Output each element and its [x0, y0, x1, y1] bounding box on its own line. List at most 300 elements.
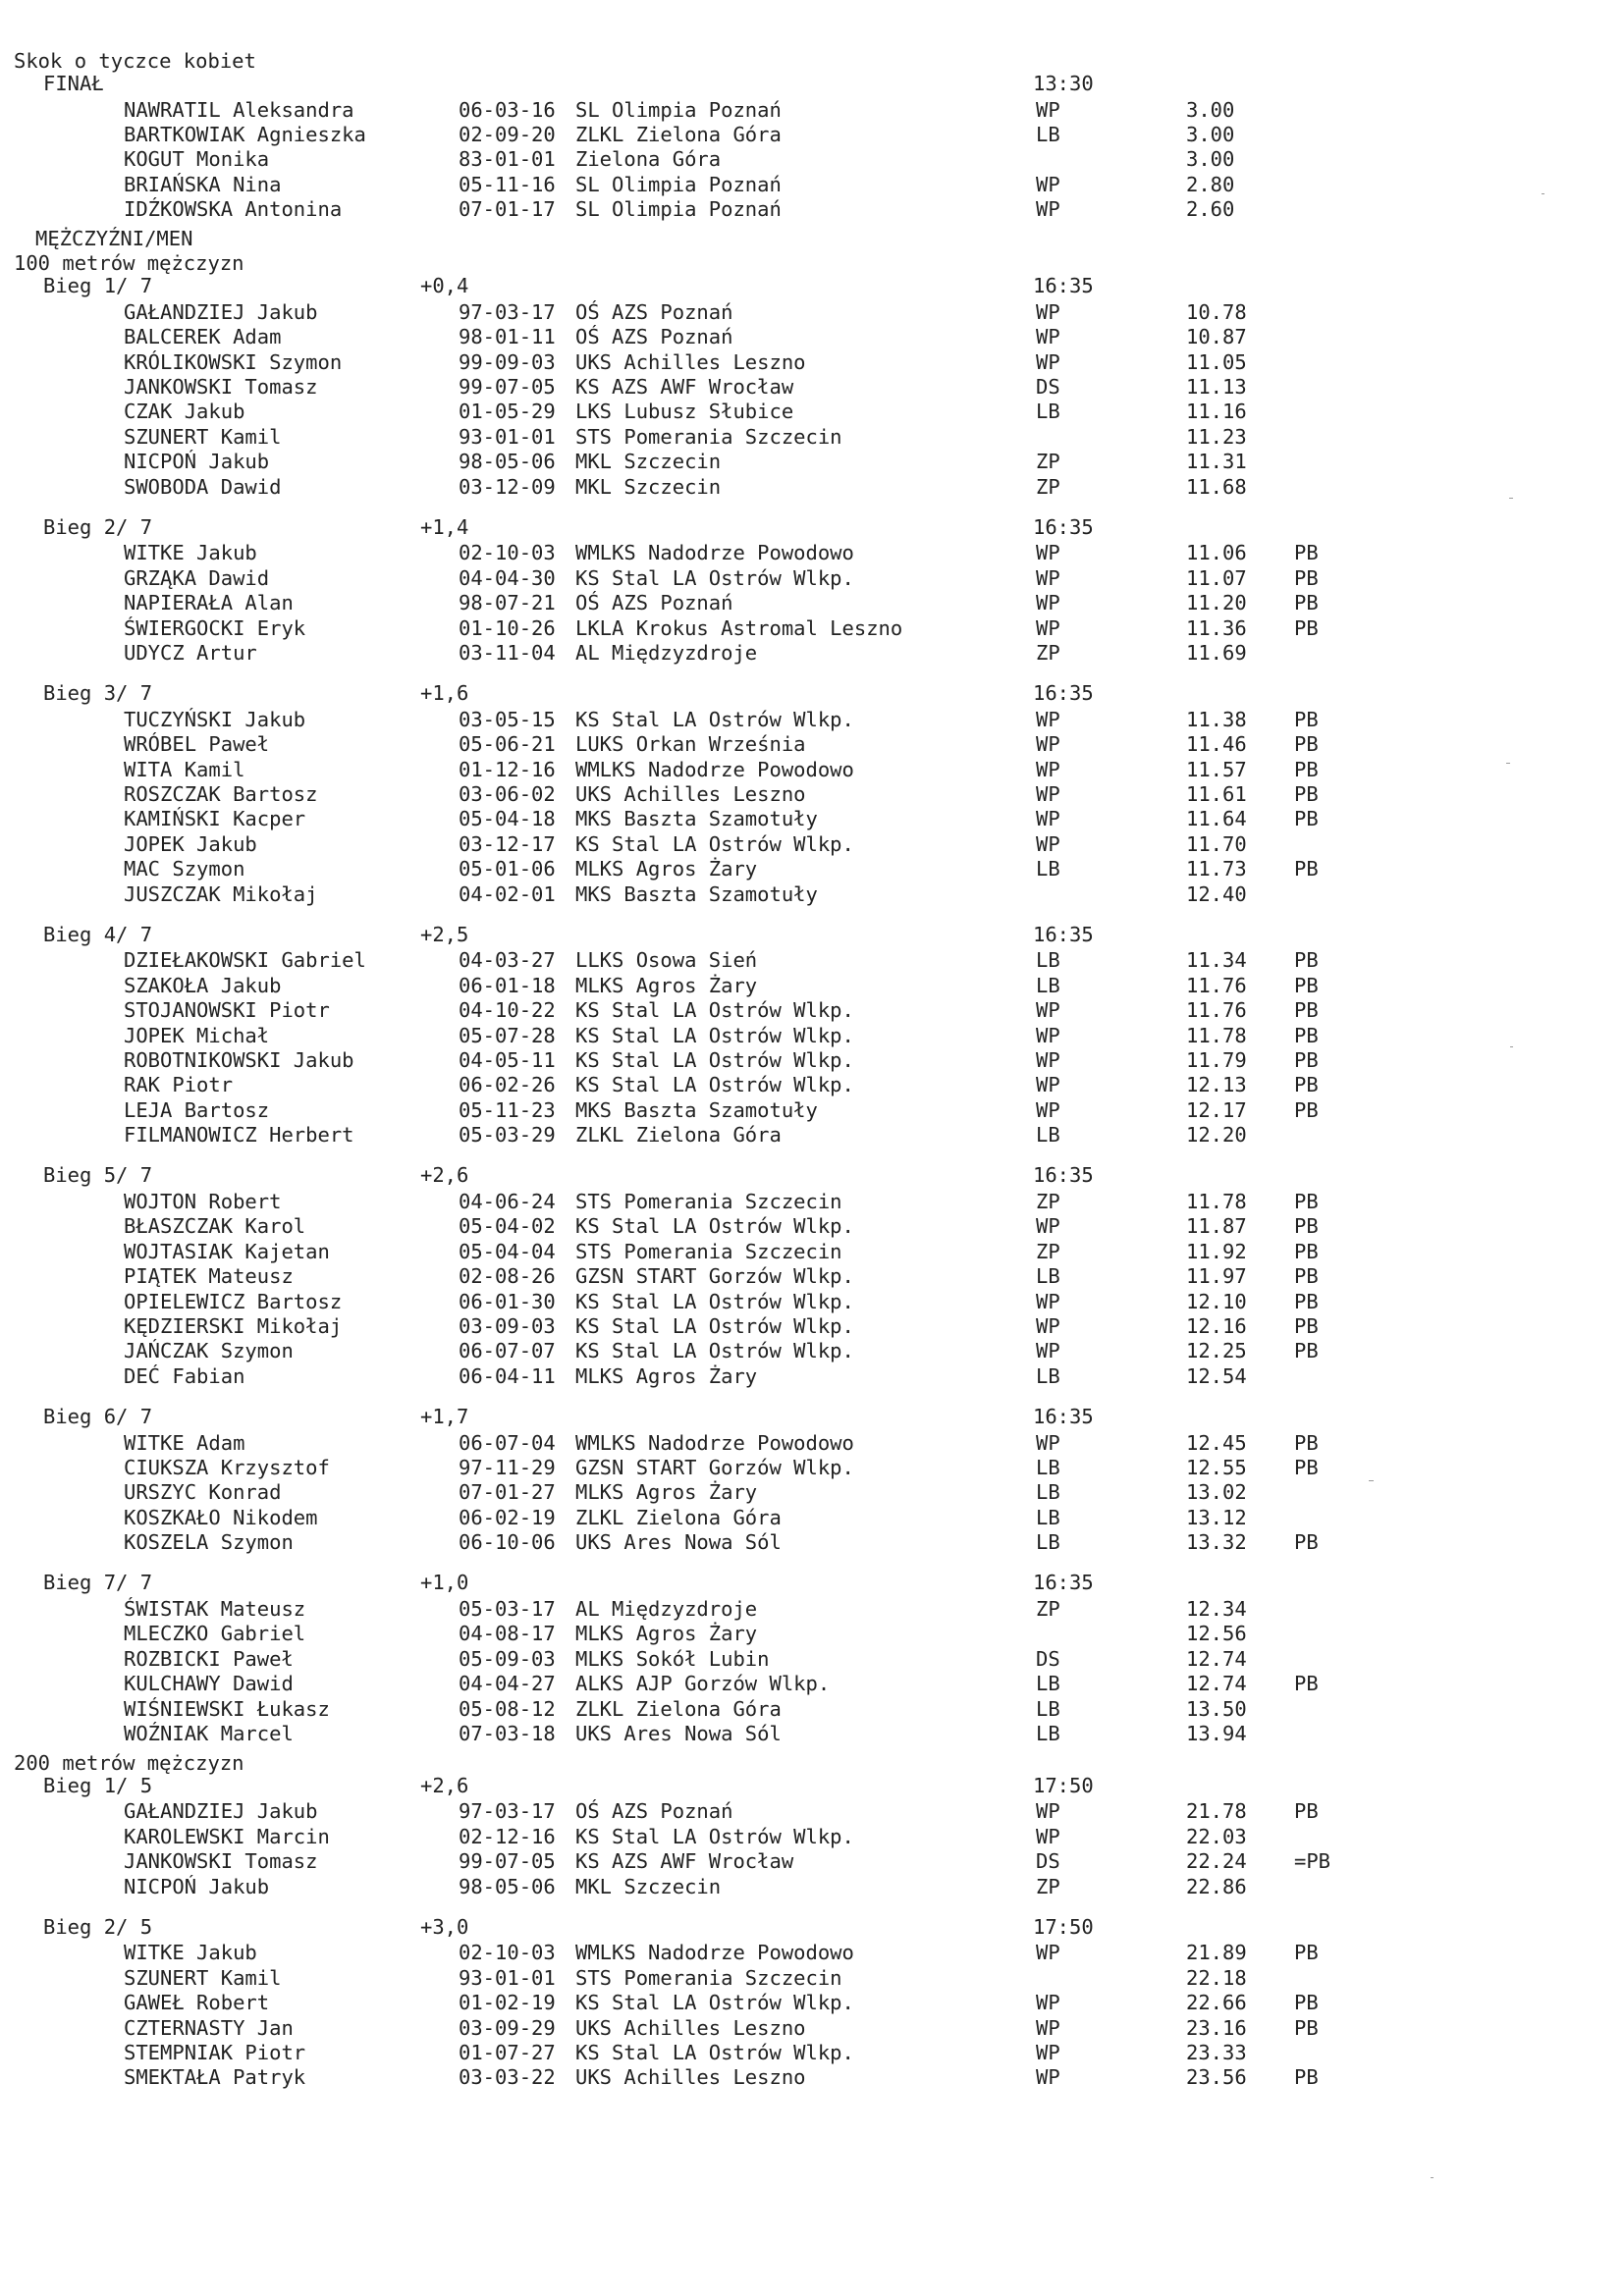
result-value: 12.74: [1186, 1646, 1247, 1671]
result-note: PB: [1294, 1214, 1319, 1239]
athlete-name: GAŁANDZIEJ Jakub: [124, 1799, 318, 1824]
club-name: ZLKL Zielona Góra: [575, 1505, 782, 1529]
birth-date: 03-09-03: [459, 1314, 556, 1339]
region-code: ZP: [1036, 450, 1060, 474]
region-code: LB: [1036, 948, 1060, 973]
result-note: PB: [1294, 565, 1319, 590]
region-code: WP: [1036, 1097, 1060, 1122]
heat-label: Bieg 6/ 7: [43, 1404, 153, 1428]
athlete-name: WOJTON Robert: [124, 1190, 282, 1214]
birth-date: 07-01-17: [459, 197, 556, 222]
birth-date: 06-07-07: [459, 1339, 556, 1363]
athlete-name: JANKOWSKI Tomasz: [124, 1849, 318, 1874]
result-value: 12.25: [1186, 1339, 1247, 1363]
event-title: 100 metrów mężczyzn: [14, 251, 244, 276]
result-value: 11.70: [1186, 831, 1247, 856]
region-code: ZP: [1036, 1597, 1060, 1622]
region-code: WP: [1036, 1991, 1060, 2015]
result-note: PB: [1294, 973, 1319, 997]
region-code: LB: [1036, 1480, 1060, 1505]
heat-label: Bieg 2/ 5: [43, 1914, 153, 1939]
region-code: LB: [1036, 857, 1060, 881]
result-value: 11.78: [1186, 1190, 1247, 1214]
result-note: =PB: [1294, 1849, 1331, 1874]
region-code: WP: [1036, 1023, 1060, 1047]
athlete-name: GAWEŁ Robert: [124, 1991, 270, 2015]
result-note: PB: [1294, 1672, 1319, 1696]
heat-wind: +1,0: [420, 1571, 469, 1595]
athlete-name: IDŹKOWSKA Antonina: [124, 197, 343, 222]
club-name: LKLA Krokus Astromal Leszno: [575, 615, 903, 640]
result-value: 12.34: [1186, 1597, 1247, 1622]
result-value: 12.10: [1186, 1289, 1247, 1313]
athlete-name: LEJA Bartosz: [124, 1097, 270, 1122]
result-note: PB: [1294, 998, 1319, 1023]
birth-date: 04-02-01: [459, 881, 556, 906]
result-value: 10.87: [1186, 325, 1247, 349]
birth-date: 03-11-04: [459, 640, 556, 665]
region-code: WP: [1036, 1314, 1060, 1339]
result-value: 11.92: [1186, 1239, 1247, 1263]
result-value: 11.57: [1186, 757, 1247, 781]
athlete-name: KULCHAWY Dawid: [124, 1672, 294, 1696]
club-name: UKS Achilles Leszno: [575, 2015, 806, 2040]
athlete-name: KĘDZIERSKI Mikołaj: [124, 1314, 343, 1339]
club-name: SL Olimpia Poznań: [575, 197, 782, 222]
birth-date: 01-12-16: [459, 757, 556, 781]
birth-date: 05-03-17: [459, 1597, 556, 1622]
athlete-name: WITKE Jakub: [124, 1941, 257, 1965]
athlete-name: DEĆ Fabian: [124, 1363, 245, 1388]
region-code: WP: [1036, 172, 1060, 196]
result-value: 11.64: [1186, 807, 1247, 831]
birth-date: 07-03-18: [459, 1722, 556, 1746]
result-value: 21.78: [1186, 1799, 1247, 1824]
result-value: 11.05: [1186, 349, 1247, 374]
club-name: WMLKS Nadodrze Powodowo: [575, 1941, 854, 1965]
heat-time: 16:35: [1033, 1163, 1094, 1188]
result-note: PB: [1294, 782, 1319, 806]
result-value: 11.87: [1186, 1214, 1247, 1239]
birth-date: 03-06-02: [459, 782, 556, 806]
result-value: 23.56: [1186, 2065, 1247, 2090]
heat-label: Bieg 1/ 7: [43, 274, 153, 298]
region-code: WP: [1036, 2065, 1060, 2090]
result-value: 11.73: [1186, 857, 1247, 881]
athlete-name: ŚWIERGOCKI Eryk: [124, 615, 306, 640]
birth-date: 02-10-03: [459, 1941, 556, 1965]
birth-date: 01-02-19: [459, 1991, 556, 2015]
result-value: 22.66: [1186, 1991, 1247, 2015]
region-code: WP: [1036, 299, 1060, 324]
club-name: MKL Szczecin: [575, 1874, 722, 1898]
birth-date: 05-11-23: [459, 1097, 556, 1122]
athlete-name: NICPOŃ Jakub: [124, 1874, 270, 1898]
region-code: WP: [1036, 1073, 1060, 1097]
result-note: PB: [1294, 1799, 1319, 1824]
result-note: PB: [1294, 707, 1319, 731]
club-name: MKS Baszta Szamotuły: [575, 1097, 818, 1122]
athlete-name: URSZYC Konrad: [124, 1480, 282, 1505]
result-note: PB: [1294, 2065, 1319, 2090]
athlete-name: FILMANOWICZ Herbert: [124, 1123, 354, 1148]
region-code: WP: [1036, 707, 1060, 731]
club-name: OŚ AZS Poznań: [575, 325, 733, 349]
scan-speck: [1509, 498, 1513, 499]
athlete-name: BRIAŃSKA Nina: [124, 172, 282, 196]
heat-wind: +3,0: [420, 1914, 469, 1939]
result-note: PB: [1294, 1048, 1319, 1073]
result-value: 3.00: [1186, 147, 1235, 172]
heat-time: 16:35: [1033, 1571, 1094, 1595]
heat-label: Bieg 4/ 7: [43, 922, 153, 946]
result-value: 12.17: [1186, 1097, 1247, 1122]
club-name: KS Stal LA Ostrów Wlkp.: [575, 1214, 854, 1239]
scan-speck: [1542, 193, 1544, 194]
birth-date: 05-03-29: [459, 1123, 556, 1148]
scan-speck: [1506, 763, 1510, 764]
athlete-name: RAK Piotr: [124, 1073, 234, 1097]
birth-date: 06-07-04: [459, 1430, 556, 1455]
region-code: WP: [1036, 1941, 1060, 1965]
club-name: MLKS Sokół Lubin: [575, 1646, 770, 1671]
heat-time: 16:35: [1033, 922, 1094, 946]
athlete-name: BŁASZCZAK Karol: [124, 1214, 306, 1239]
region-code: LB: [1036, 400, 1060, 424]
birth-date: 04-04-30: [459, 565, 556, 590]
birth-date: 05-07-28: [459, 1023, 556, 1047]
club-name: WMLKS Nadodrze Powodowo: [575, 541, 854, 565]
birth-date: 03-03-22: [459, 2065, 556, 2090]
region-code: WP: [1036, 1214, 1060, 1239]
birth-date: 04-06-24: [459, 1190, 556, 1214]
result-value: 11.16: [1186, 400, 1247, 424]
athlete-name: ROBOTNIKOWSKI Jakub: [124, 1048, 354, 1073]
athlete-name: BARTKOWIAK Agnieszka: [124, 122, 366, 146]
result-value: 13.12: [1186, 1505, 1247, 1529]
athlete-name: WOŹNIAK Marcel: [124, 1722, 294, 1746]
result-note: PB: [1294, 1991, 1319, 2015]
heat-time: 17:50: [1033, 1773, 1094, 1797]
result-note: PB: [1294, 757, 1319, 781]
club-name: GZSN START Gorzów Wlkp.: [575, 1456, 854, 1480]
birth-date: 83-01-01: [459, 147, 556, 172]
club-name: WMLKS Nadodrze Powodowo: [575, 757, 854, 781]
group-title: MĘŻCZYŹNI/MEN: [35, 226, 193, 250]
club-name: UKS Achilles Leszno: [575, 349, 806, 374]
region-code: WP: [1036, 591, 1060, 615]
athlete-name: ROZBICKI Paweł: [124, 1646, 294, 1671]
region-code: WP: [1036, 1799, 1060, 1824]
scan-speck: [1510, 1046, 1513, 1047]
result-note: PB: [1294, 1289, 1319, 1313]
result-value: 11.76: [1186, 998, 1247, 1023]
birth-date: 03-09-29: [459, 2015, 556, 2040]
birth-date: 93-01-01: [459, 424, 556, 449]
athlete-name: WIŚNIEWSKI Łukasz: [124, 1696, 330, 1721]
club-name: KS Stal LA Ostrów Wlkp.: [575, 1991, 854, 2015]
result-note: PB: [1294, 1314, 1319, 1339]
club-name: UKS Achilles Leszno: [575, 782, 806, 806]
athlete-name: PIĄTEK Mateusz: [124, 1264, 294, 1289]
region-code: WP: [1036, 541, 1060, 565]
birth-date: 03-05-15: [459, 707, 556, 731]
region-code: WP: [1036, 325, 1060, 349]
result-value: 12.20: [1186, 1123, 1247, 1148]
result-value: 12.13: [1186, 1073, 1247, 1097]
birth-date: 05-04-04: [459, 1239, 556, 1263]
club-name: MLKS Agros Żary: [575, 973, 758, 997]
club-name: SL Olimpia Poznań: [575, 172, 782, 196]
athlete-name: SZUNERT Kamil: [124, 1965, 282, 1990]
athlete-name: CZTERNASTY Jan: [124, 2015, 294, 2040]
result-note: PB: [1294, 1239, 1319, 1263]
result-value: 11.76: [1186, 973, 1247, 997]
birth-date: 01-07-27: [459, 2040, 556, 2064]
result-note: PB: [1294, 857, 1319, 881]
result-note: PB: [1294, 1339, 1319, 1363]
result-value: 11.23: [1186, 424, 1247, 449]
region-code: WP: [1036, 97, 1060, 122]
athlete-name: SZAKOŁA Jakub: [124, 973, 282, 997]
club-name: MKL Szczecin: [575, 474, 722, 499]
birth-date: 02-12-16: [459, 1824, 556, 1848]
athlete-name: WRÓBEL Paweł: [124, 732, 270, 757]
heat-wind: +1,7: [420, 1404, 469, 1428]
heat-label: Bieg 5/ 7: [43, 1163, 153, 1188]
result-note: PB: [1294, 1190, 1319, 1214]
result-note: PB: [1294, 1430, 1319, 1455]
club-name: Zielona Góra: [575, 147, 722, 172]
result-value: 11.61: [1186, 782, 1247, 806]
result-value: 12.54: [1186, 1363, 1247, 1388]
athlete-name: KOSZELA Szymon: [124, 1530, 294, 1555]
club-name: UKS Ares Nowa Sól: [575, 1722, 782, 1746]
birth-date: 04-05-11: [459, 1048, 556, 1073]
heat-label: Bieg 3/ 7: [43, 681, 153, 706]
birth-date: 06-01-30: [459, 1289, 556, 1313]
athlete-name: GRZĄKA Dawid: [124, 565, 270, 590]
result-note: PB: [1294, 1097, 1319, 1122]
result-value: 11.20: [1186, 591, 1247, 615]
event-title: 200 metrów mężczyzn: [14, 1750, 244, 1775]
athlete-name: KAMIŃSKI Kacper: [124, 807, 306, 831]
club-name: KS Stal LA Ostrów Wlkp.: [575, 707, 854, 731]
athlete-name: OPIELEWICZ Bartosz: [124, 1289, 343, 1313]
result-value: 2.80: [1186, 172, 1235, 196]
birth-date: 05-08-12: [459, 1696, 556, 1721]
result-value: 11.78: [1186, 1023, 1247, 1047]
region-code: WP: [1036, 1289, 1060, 1313]
region-code: WP: [1036, 998, 1060, 1023]
athlete-name: NAPIERAŁA Alan: [124, 591, 294, 615]
birth-date: 97-03-17: [459, 1799, 556, 1824]
club-name: KS Stal LA Ostrów Wlkp.: [575, 831, 854, 856]
result-note: PB: [1294, 2015, 1319, 2040]
result-note: PB: [1294, 1941, 1319, 1965]
result-value: 2.60: [1186, 197, 1235, 222]
region-code: DS: [1036, 1849, 1060, 1874]
scan-speck: [1431, 2177, 1434, 2178]
birth-date: 05-01-06: [459, 857, 556, 881]
birth-date: 98-01-11: [459, 325, 556, 349]
heat-wind: +2,5: [420, 922, 469, 946]
athlete-name: KRÓLIKOWSKI Szymon: [124, 349, 343, 374]
birth-date: 06-01-18: [459, 973, 556, 997]
birth-date: 01-05-29: [459, 400, 556, 424]
birth-date: 06-10-06: [459, 1530, 556, 1555]
club-name: KS Stal LA Ostrów Wlkp.: [575, 1289, 854, 1313]
club-name: GZSN START Gorzów Wlkp.: [575, 1264, 854, 1289]
club-name: MKS Baszta Szamotuły: [575, 807, 818, 831]
heat-time: 17:50: [1033, 1914, 1094, 1939]
result-value: 11.38: [1186, 707, 1247, 731]
club-name: KS Stal LA Ostrów Wlkp.: [575, 998, 854, 1023]
club-name: WMLKS Nadodrze Powodowo: [575, 1430, 854, 1455]
region-code: WP: [1036, 831, 1060, 856]
birth-date: 05-06-21: [459, 732, 556, 757]
region-code: ZP: [1036, 640, 1060, 665]
birth-date: 99-07-05: [459, 1849, 556, 1874]
birth-date: 03-12-17: [459, 831, 556, 856]
club-name: OŚ AZS Poznań: [575, 591, 733, 615]
athlete-name: JANKOWSKI Tomasz: [124, 374, 318, 399]
region-code: WP: [1036, 1430, 1060, 1455]
region-code: WP: [1036, 807, 1060, 831]
result-value: 11.13: [1186, 374, 1247, 399]
birth-date: 02-08-26: [459, 1264, 556, 1289]
result-note: PB: [1294, 732, 1319, 757]
region-code: WP: [1036, 349, 1060, 374]
scan-speck: [1369, 1480, 1374, 1481]
athlete-name: WITKE Adam: [124, 1430, 245, 1455]
result-value: 11.07: [1186, 565, 1247, 590]
athlete-name: STEMPNIAK Piotr: [124, 2040, 306, 2064]
heat-time: 13:30: [1033, 71, 1094, 95]
club-name: STS Pomerania Szczecin: [575, 424, 842, 449]
club-name: MKS Baszta Szamotuły: [575, 881, 818, 906]
heat-label: Bieg 7/ 7: [43, 1571, 153, 1595]
athlete-name: JAŃCZAK Szymon: [124, 1339, 294, 1363]
athlete-name: DZIEŁAKOWSKI Gabriel: [124, 948, 366, 973]
club-name: MLKS Agros Żary: [575, 857, 758, 881]
club-name: KS AZS AWF Wrocław: [575, 374, 794, 399]
club-name: AL Międzyzdroje: [575, 640, 758, 665]
club-name: STS Pomerania Szczecin: [575, 1965, 842, 1990]
region-code: WP: [1036, 732, 1060, 757]
club-name: KS Stal LA Ostrów Wlkp.: [575, 565, 854, 590]
athlete-name: SMEKTAŁA Patryk: [124, 2065, 306, 2090]
birth-date: 06-02-19: [459, 1505, 556, 1529]
result-value: 13.94: [1186, 1722, 1247, 1746]
heat-wind: +0,4: [420, 274, 469, 298]
result-note: PB: [1294, 1456, 1319, 1480]
club-name: MLKS Agros Żary: [575, 1480, 758, 1505]
result-note: PB: [1294, 1530, 1319, 1555]
club-name: OŚ AZS Poznań: [575, 1799, 733, 1824]
region-code: WP: [1036, 1048, 1060, 1073]
region-code: LB: [1036, 1363, 1060, 1388]
birth-date: 93-01-01: [459, 1965, 556, 1990]
athlete-name: ROSZCZAK Bartosz: [124, 782, 318, 806]
athlete-name: SZUNERT Kamil: [124, 424, 282, 449]
result-value: 22.86: [1186, 1874, 1247, 1898]
birth-date: 03-12-09: [459, 474, 556, 499]
result-value: 11.31: [1186, 450, 1247, 474]
region-code: WP: [1036, 757, 1060, 781]
birth-date: 05-11-16: [459, 172, 556, 196]
athlete-name: BALCEREK Adam: [124, 325, 282, 349]
club-name: LKS Lubusz Słubice: [575, 400, 794, 424]
club-name: AL Międzyzdroje: [575, 1597, 758, 1622]
club-name: UKS Achilles Leszno: [575, 2065, 806, 2090]
result-value: 22.03: [1186, 1824, 1247, 1848]
athlete-name: KAROLEWSKI Marcin: [124, 1824, 330, 1848]
result-note: PB: [1294, 1264, 1319, 1289]
result-value: 11.34: [1186, 948, 1247, 973]
result-value: 11.68: [1186, 474, 1247, 499]
result-value: 23.33: [1186, 2040, 1247, 2064]
region-code: WP: [1036, 1339, 1060, 1363]
region-code: DS: [1036, 1646, 1060, 1671]
athlete-name: MLECZKO Gabriel: [124, 1622, 306, 1646]
birth-date: 98-05-06: [459, 450, 556, 474]
region-code: WP: [1036, 565, 1060, 590]
result-value: 11.36: [1186, 615, 1247, 640]
birth-date: 05-09-03: [459, 1646, 556, 1671]
event-title: Skok o tyczce kobiet: [14, 49, 256, 73]
club-name: KS Stal LA Ostrów Wlkp.: [575, 1339, 854, 1363]
club-name: ZLKL Zielona Góra: [575, 1123, 782, 1148]
result-value: 3.00: [1186, 122, 1235, 146]
region-code: LB: [1036, 973, 1060, 997]
birth-date: 98-07-21: [459, 591, 556, 615]
region-code: LB: [1036, 1722, 1060, 1746]
birth-date: 01-10-26: [459, 615, 556, 640]
result-value: 12.45: [1186, 1430, 1247, 1455]
result-value: 12.56: [1186, 1622, 1247, 1646]
region-code: WP: [1036, 782, 1060, 806]
athlete-name: KOSZKAŁO Nikodem: [124, 1505, 318, 1529]
athlete-name: WITKE Jakub: [124, 541, 257, 565]
result-value: 11.46: [1186, 732, 1247, 757]
region-code: ZP: [1036, 1239, 1060, 1263]
club-name: SL Olimpia Poznań: [575, 97, 782, 122]
region-code: ZP: [1036, 474, 1060, 499]
club-name: KS Stal LA Ostrów Wlkp.: [575, 1048, 854, 1073]
athlete-name: MAC Szymon: [124, 857, 245, 881]
region-code: WP: [1036, 1824, 1060, 1848]
region-code: ZP: [1036, 1190, 1060, 1214]
result-value: 11.69: [1186, 640, 1247, 665]
birth-date: 04-03-27: [459, 948, 556, 973]
athlete-name: NAWRATIL Aleksandra: [124, 97, 354, 122]
result-value: 11.06: [1186, 541, 1247, 565]
region-code: LB: [1036, 1505, 1060, 1529]
heat-time: 16:35: [1033, 681, 1094, 706]
result-value: 22.18: [1186, 1965, 1247, 1990]
athlete-name: GAŁANDZIEJ Jakub: [124, 299, 318, 324]
athlete-name: STOJANOWSKI Piotr: [124, 998, 330, 1023]
birth-date: 04-04-27: [459, 1672, 556, 1696]
result-note: PB: [1294, 541, 1319, 565]
heat-label: Bieg 1/ 5: [43, 1773, 153, 1797]
birth-date: 97-03-17: [459, 299, 556, 324]
heat-time: 16:35: [1033, 1404, 1094, 1428]
birth-date: 02-10-03: [459, 541, 556, 565]
birth-date: 06-03-16: [459, 97, 556, 122]
birth-date: 05-04-02: [459, 1214, 556, 1239]
